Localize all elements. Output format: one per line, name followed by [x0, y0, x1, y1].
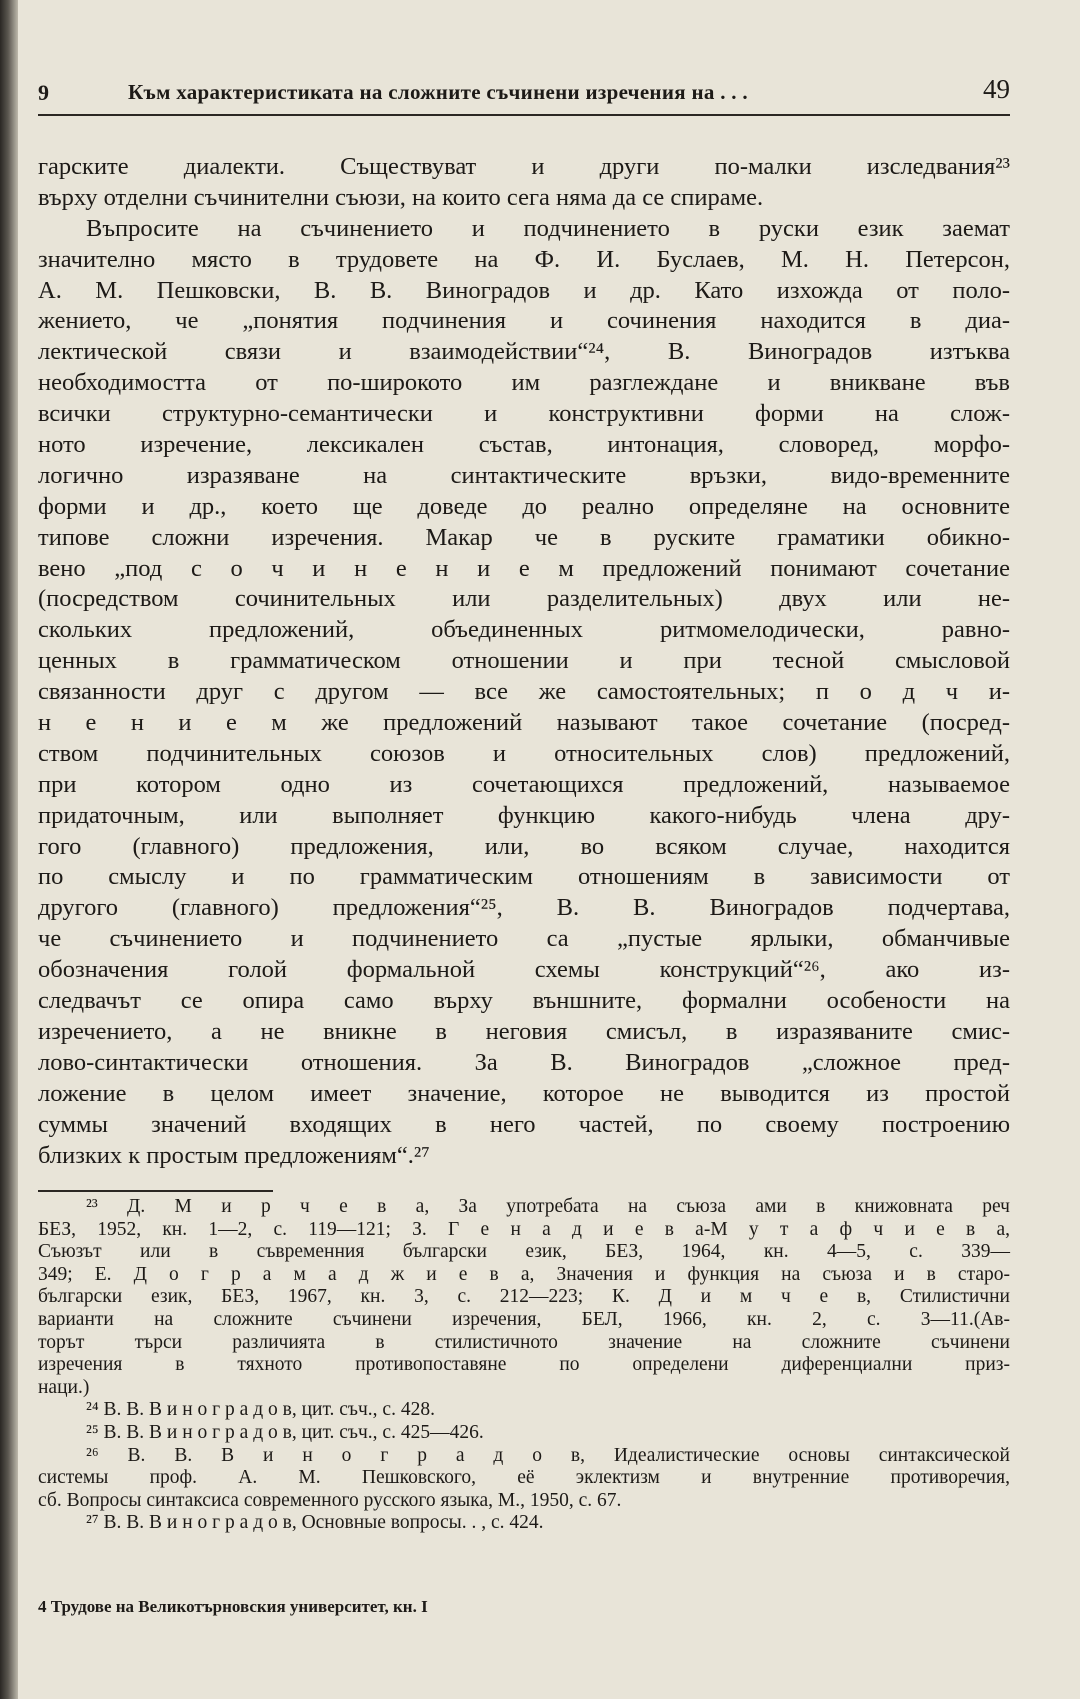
text-line: другого (главного) предложения“²⁵, В. В. Виноградов подчертава,: [38, 894, 1010, 922]
text-line: лово-синтактически отношения. За В. Виноградов „сложное пред-: [38, 1048, 1010, 1076]
signature-footer: 4 Трудове на Великотърновския университет, кн. I: [38, 1597, 428, 1616]
text-line: необходимостта от по-широкото им разглеждане и вникване във: [38, 369, 1010, 397]
text-line: вено „под с о ч и н е н и е м предложений понимают сочетание: [38, 554, 1010, 582]
text-line: придаточным, или выполняет функцию какого-нибудь члена дру-: [38, 801, 1010, 829]
page-number: 49: [983, 74, 1010, 104]
text-line: А. М. Пешковски, В. В. Виноградов и др. Като изхожда от поло-: [38, 276, 1010, 304]
text-line: типове сложни изречения. Макар че в руските граматики обикно-: [38, 523, 1010, 551]
footnote-line: ²⁴ В. В. В и н о г р а д о в, цит. съч., с. 428.: [86, 1399, 435, 1421]
text-line: н е н и е м же предложений называют такое сочетание (посред-: [38, 709, 1010, 737]
text-line: скольких предложений, объединенных ритмомелодически, равно-: [38, 616, 1010, 644]
text-line: жението, че „понятия подчинения и сочинения находится в диа-: [38, 307, 1010, 335]
text-line: форми и др., което ще доведе до реално определяне на основните: [38, 492, 1010, 520]
footnote-line: ²³ Д. М и р ч е в а, За употребата на съюза ами в книжовната реч: [86, 1196, 1010, 1217]
text-line: ством подчинительных союзов и относительных слов) предложений,: [38, 739, 1010, 767]
footnote-line: системы проф. А. М. Пешковского, её эклектизм и внутренние противоречия,: [38, 1467, 1010, 1489]
footnote-line: торът търси различията в стилистичното значение на сложните съчинени: [38, 1331, 1010, 1353]
book-page: [32, 0, 1032, 1699]
running-head: [38, 70, 1010, 116]
text-line: върху отделни съчинителни съюзи, на които сега няма да се спираме.: [38, 183, 764, 211]
text-line: (посредством сочинительных или разделительных) двух или не-: [38, 585, 1010, 613]
text-line: изречението, а не вникне в неговия смисъл, в изразяваните смис-: [38, 1017, 1010, 1045]
footnote-line: ²⁵ В. В. В и н о г р а д о в, цит. съч., с. 425—426.: [86, 1421, 484, 1443]
footnote-line: ²⁷ В. В. В и н о г р а д о в, Основные вопросы. . , с. 424.: [86, 1512, 544, 1534]
text-line: по смыслу и по грамматическим отношениям в зависимости от: [38, 863, 1010, 891]
text-line: обозначения голой формальной схемы конструкций“²⁶, ако из-: [38, 956, 1010, 984]
footnote-line: сб. Вопросы синтаксиса современного русского языка, М., 1950, с. 67.: [38, 1489, 622, 1511]
footnote-line: 349; Е. Д о г р а м а д ж и е в а, Значения и функция на съюза и в старо-: [38, 1263, 1010, 1285]
running-title: Към характеристиката на сложните съчинени изречения на . . .: [128, 80, 748, 104]
text-line: че съчинението и подчинението са „пустые ярлыки, обманчивые: [38, 925, 1010, 953]
text-line: ложение в целом имеет значение, которое не выводится из простой: [38, 1079, 1010, 1107]
footnote-line: Съюзът или в съвременния български език, БЕЗ, 1964, кн. 4—5, с. 339—: [38, 1241, 1010, 1263]
main-text: [38, 152, 1010, 1171]
footnote-line: ²⁶ В. В. В и н о г р а д о в, Идеалистические основы синтаксической: [86, 1444, 1010, 1466]
text-line: связанности друг с другом — все же самостоятельных; п о д ч и-: [38, 678, 1010, 706]
text-line: при котором одно из сочетающихся предложений, называемое: [38, 770, 1010, 798]
text-line: близких к простым предложениям“.²⁷: [38, 1141, 430, 1169]
text-line: Въпросите на съчинението и подчинението в руски език заемат: [86, 214, 1010, 242]
text-line: логично изразяване на синтактическите връзки, видо-временните: [38, 461, 1010, 489]
footnote-line: наци.): [38, 1376, 90, 1398]
footnotes: [38, 1196, 1010, 1535]
footnote-line: варианти на сложните съчинени изречения, БЕЛ, 1966, кн. 2, с. 3—11.(Ав-: [38, 1308, 1010, 1330]
text-line: всички структурно-семантически и конструктивни форми на слож-: [38, 400, 1010, 428]
text-line: гарските диалекти. Съществуват и други по-малки изследвания²³: [38, 153, 1010, 180]
text-line: ценных в грамматическом отношении и при тесной смысловой: [38, 647, 1010, 675]
footnote-line: БЕЗ, 1952, кн. 1—2, с. 119—121; З. Г е н а д и е в а-М у т а ф ч и е в а,: [38, 1218, 1010, 1240]
text-line: значително място в трудовете на Ф. И. Буслаев, М. Н. Петерсон,: [38, 245, 1010, 273]
footnote-line: изречения в тяхното противопоставяне по определени диференциални приз-: [38, 1354, 1010, 1376]
text-line: лектической связи и взаимодействии“²⁴, В. Виноградов изтъква: [38, 338, 1010, 366]
footnote-rule: [38, 1190, 273, 1192]
text-line: гого (главного) предложения, или, во всяком случае, находится: [38, 832, 1010, 860]
chapter-number: 9: [38, 80, 49, 105]
footnote-line: български език, БЕЗ, 1967, кн. 3, с. 212—223; К. Д и м ч е в, Стилистични: [38, 1286, 1010, 1308]
text-line: следвачът се опира само върху външните, формални особености на: [38, 987, 1010, 1015]
text-line: ното изречение, лексикален състав, интонация, словоред, морфо-: [38, 431, 1010, 459]
text-line: суммы значений входящих в него частей, по своему построению: [38, 1110, 1010, 1138]
scan-binding-edge: [0, 0, 18, 1699]
